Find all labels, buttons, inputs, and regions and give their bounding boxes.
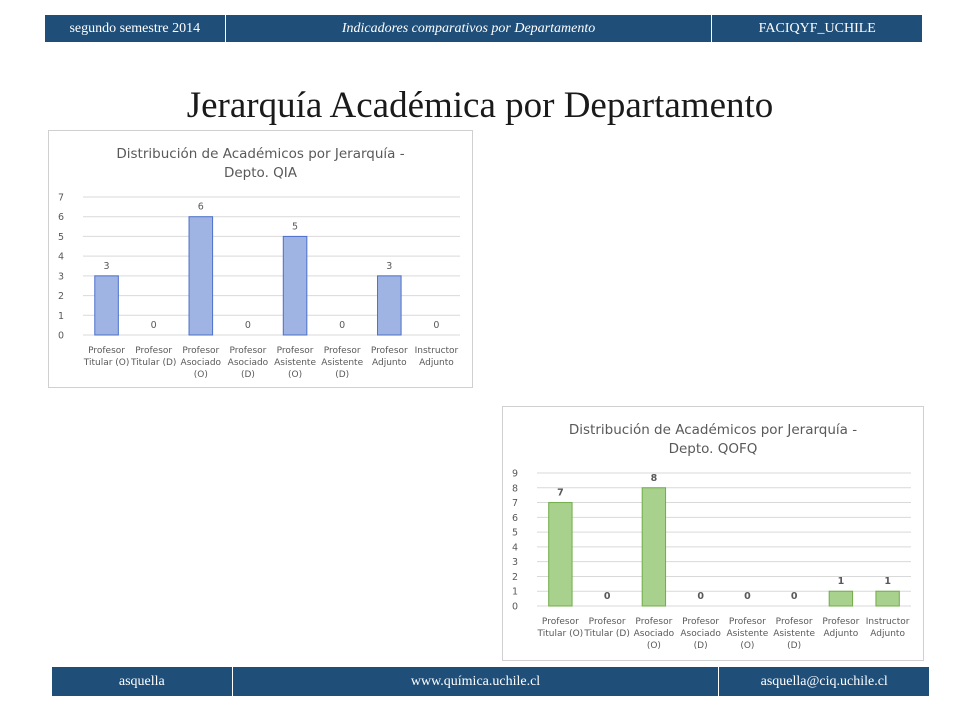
data-label: 1 (837, 576, 845, 588)
data-label: 8 (650, 472, 658, 484)
y-tick-label: 4 (57, 251, 65, 263)
data-label: 0 (339, 320, 346, 331)
category-label: Instructor (414, 346, 459, 356)
bar[interactable] (642, 488, 665, 606)
data-label: 0 (744, 591, 751, 602)
category-label: Asociado (633, 629, 675, 639)
category-label: Profesor (323, 346, 361, 356)
chart-title-line: Distribución de Académicos por Jerarquía - (116, 146, 405, 162)
data-label: 0 (697, 591, 704, 602)
category-label: Profesor (635, 617, 673, 627)
y-tick-label: 8 (511, 483, 519, 495)
bar[interactable] (876, 591, 899, 606)
category-label: Titular (D) (584, 629, 630, 639)
bar[interactable] (829, 591, 852, 606)
chart-title-line: Depto. QIA (223, 165, 298, 181)
category-label: Profesor (541, 617, 579, 627)
y-tick-label: 2 (57, 291, 65, 303)
data-label: 0 (790, 591, 798, 602)
category-label: Profesor (88, 346, 126, 356)
y-tick-label: 6 (511, 512, 519, 524)
category-label: Adjunto (371, 358, 407, 368)
footer-website: www.química.uchile.cl (233, 667, 720, 696)
footer-bar (52, 667, 929, 696)
bar[interactable] (189, 217, 213, 335)
data-label: 1 (884, 576, 891, 588)
category-label: (D) (335, 370, 350, 380)
chart-qofq[interactable] (502, 406, 924, 661)
data-label: 0 (244, 320, 251, 331)
data-label: 0 (603, 591, 611, 602)
header-faculty: FACIQYF_UCHILE (758, 20, 876, 36)
category-label: Titular (D) (130, 358, 177, 368)
chart-title-line: Distribución de Académicos por Jerarquía - (568, 422, 858, 438)
category-label: Profesor (728, 617, 766, 627)
y-tick-label: 7 (511, 498, 519, 510)
category-label: Asociado (227, 358, 269, 368)
chart-title-line: Depto. QOFQ (668, 441, 758, 457)
category-label: (D) (240, 370, 255, 380)
header-semester: segundo semestre 2014 (45, 15, 226, 42)
y-tick-label: 5 (57, 231, 65, 243)
category-label: Profesor (370, 346, 408, 356)
bar[interactable] (549, 503, 572, 606)
y-tick-label: 1 (57, 310, 65, 322)
y-tick-label: 0 (511, 601, 519, 613)
chart-qia[interactable] (48, 130, 473, 388)
data-label: 6 (197, 201, 204, 213)
category-label: Titular (O) (537, 629, 584, 639)
category-label: (O) (193, 370, 208, 380)
y-tick-label: 4 (511, 542, 519, 554)
data-label: 3 (103, 260, 110, 272)
category-label: (D) (693, 641, 708, 651)
category-label: Asistente (726, 629, 769, 639)
category-label: Asistente (773, 629, 816, 639)
data-label: 0 (150, 320, 157, 331)
category-label: (O) (646, 641, 661, 651)
y-tick-label: 0 (57, 330, 65, 342)
y-tick-label: 6 (57, 212, 65, 224)
y-tick-label: 7 (57, 192, 65, 204)
category-label: Profesor (775, 617, 813, 627)
category-label: Profesor (276, 346, 314, 356)
y-tick-label: 3 (57, 271, 65, 283)
category-label: Profesor (135, 346, 173, 356)
category-label: Profesor (182, 346, 220, 356)
category-label: Asociado (680, 629, 721, 639)
footer-email: asquella@ciq.uchile.cl (760, 673, 888, 689)
y-tick-label: 5 (511, 527, 519, 539)
category-label: Adjunto (870, 629, 905, 639)
y-tick-label: 3 (511, 557, 519, 569)
category-label: (D) (787, 641, 802, 651)
y-tick-label: 2 (511, 571, 519, 583)
data-label: 5 (292, 221, 299, 233)
slide-title: Jerarquía Académica por Departamento (186, 85, 774, 126)
data-label: 0 (433, 320, 440, 331)
chart-svg (503, 407, 923, 660)
y-tick-label: 9 (511, 468, 519, 480)
header-bar (45, 15, 922, 42)
chart-svg (49, 131, 472, 387)
category-label: Asociado (180, 358, 222, 368)
category-label: Instructor (865, 617, 910, 627)
category-label: Profesor (682, 617, 720, 627)
category-label: Adjunto (823, 629, 859, 639)
data-label: 3 (386, 260, 393, 272)
header-subject: Indicadores comparativos por Departamento (226, 15, 713, 42)
category-label: (O) (740, 641, 755, 651)
footer-author: asquella (52, 667, 233, 696)
category-label: Profesor (588, 617, 626, 627)
bar[interactable] (283, 236, 307, 335)
category-label: Adjunto (419, 358, 454, 368)
data-label: 7 (557, 487, 564, 499)
category-label: (O) (288, 370, 303, 380)
category-label: Asistente (321, 358, 364, 368)
category-label: Profesor (822, 617, 860, 627)
bar[interactable] (95, 276, 119, 335)
category-label: Profesor (229, 346, 267, 356)
y-tick-label: 1 (511, 586, 519, 598)
category-label: Asistente (274, 358, 316, 368)
category-label: Titular (O) (83, 358, 130, 368)
bar[interactable] (378, 276, 402, 335)
